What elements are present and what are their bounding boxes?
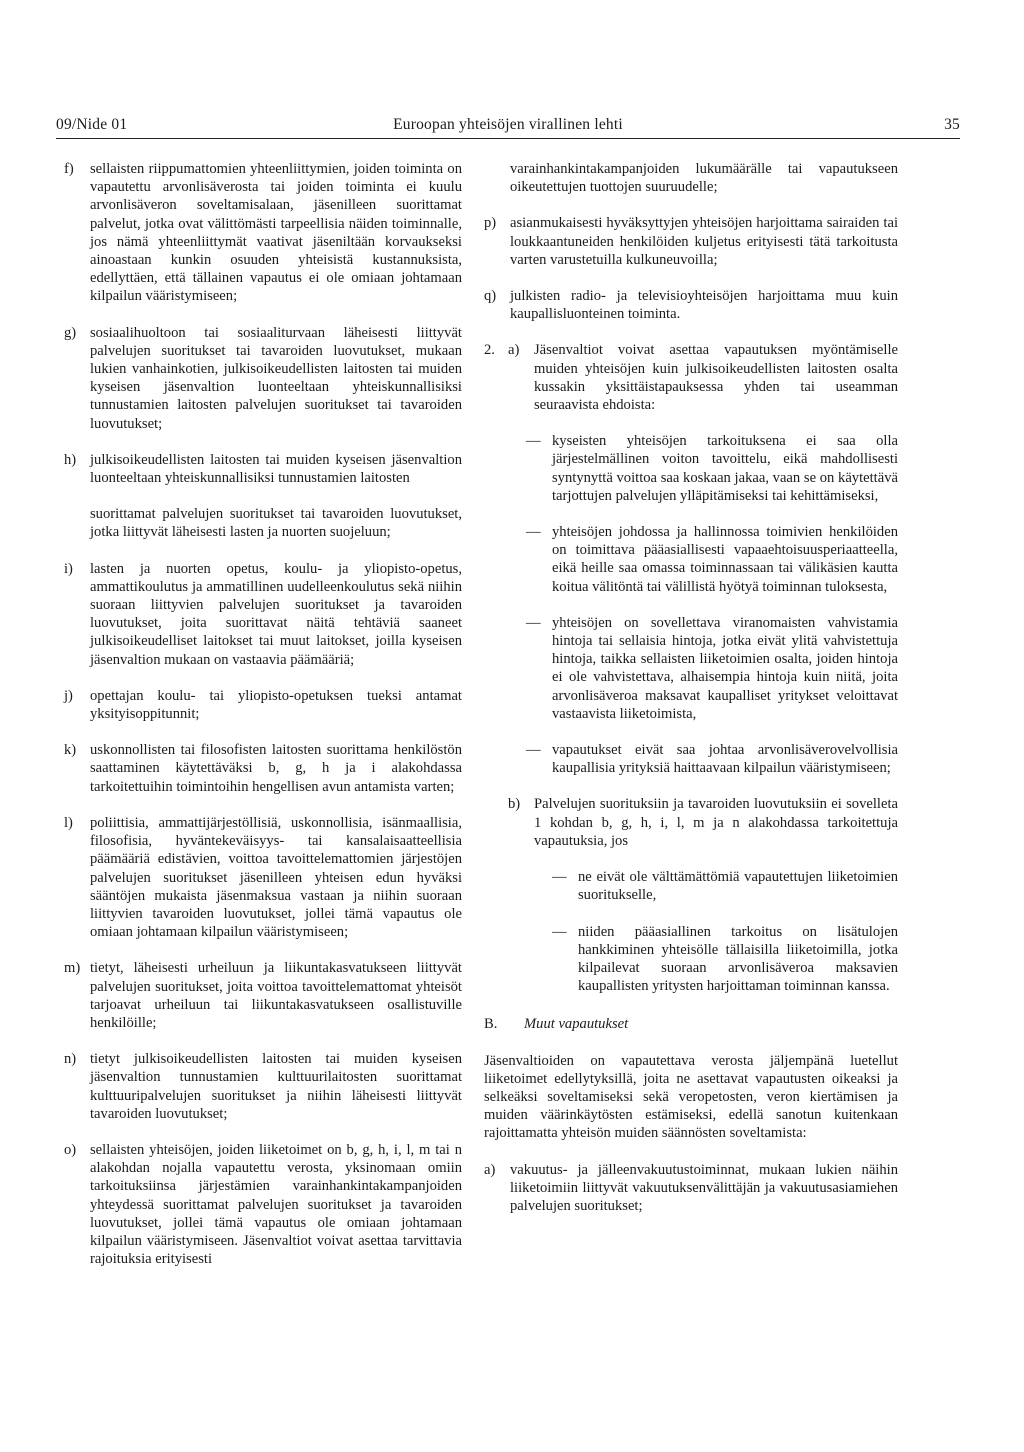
dash-text: niiden pääasiallinen tarkoitus on lisätulojen hankkiminen yhteisölle tällaisilla liiketoimilla, jotka kilpailevat suoraan arvonlisäveroa maksavien kaupallisten yritysten harjoittaman toiminnan kanssa. (578, 923, 898, 995)
section-paragraph: Jäsenvaltioiden on vapautettava verosta jäljempänä luetellut liiketoimet edellytyksillä, joita ne asettavat vapautusten oikeaksi ja selkeäksi soveltamiseksi sekä veropetosten, veron kiertämisen ja muiden väärinkäytösten estämiseksi, edellä sanotun kuitenkaan rajoittamatta yhteisön muiden säännösten soveltamista: (484, 1052, 898, 1142)
item-text: sosiaalihuoltoon tai sosiaaliturvaan läheisesti liittyvät palvelujen suoritukset tai tavaroiden luovutukset, mukaan lukien vanhainkotien, julkisoikeudellisten laitosten tai muiden kyseisen jäsenvaltion luonteeltaan yhteiskunnallisiksi tunnustamien laitosten palvelujen suoritukset tai tavaroiden luovutukset; (90, 324, 462, 432)
list-item-o-continuation: varainhankintakampanjoiden lukumäärälle tai vapautukseen oikeutettujen tuottojen suuruudelle; (510, 161, 898, 196)
list-item-h-continuation: suorittamat palvelujen suoritukset tai tavaroiden luovutukset, jotka liittyvät läheisesti lasten ja nuorten suojeluun; (90, 506, 462, 541)
dash-mark: — (526, 614, 541, 631)
paragraph-2b (484, 795, 898, 850)
item-label: l) (64, 814, 73, 831)
item-label: g) (64, 324, 77, 341)
dash-mark: — (526, 433, 541, 450)
volume-label: 09/Nide 01 (56, 116, 128, 133)
dash-item (484, 432, 898, 505)
list-item-f (64, 160, 462, 306)
list-item-h (64, 451, 462, 487)
item-text: tietyt, läheisesti urheiluun ja liikuntakasvatukseen liittyvät palvelujen suoritukset, joita voittoa tavoittelemattomat yhteisöt tarjoavat urheiluun tai liikuntakasvatukseen osallistuville henkilöille; (90, 960, 462, 1031)
item-label: a) (508, 342, 520, 359)
item-label: p) (484, 215, 497, 232)
dash-item (484, 868, 898, 904)
item-label: f) (64, 161, 74, 177)
dash-item (484, 523, 898, 596)
left-column (64, 160, 462, 1268)
item-label: m) (64, 960, 81, 977)
list-item-q (484, 287, 898, 323)
dash-item (484, 741, 898, 777)
dash-text: ne eivät ole välttämättömiä vapautettujen liiketoimien suoritukselle, (578, 869, 898, 904)
item-text: opettajan koulu- tai yliopisto-opetuksen tueksi antamat yksityisoppitunnit; (90, 687, 462, 723)
list-item-l (64, 814, 462, 941)
list-item-k (64, 741, 462, 796)
section-title: Muut vapautukset (524, 1016, 629, 1033)
dash-text: vapautukset eivät saa johtaa arvonlisäverovelvollisia kaupallisia yrityksiä haittaavaan kilpailun vääristymiseen; (552, 742, 898, 777)
list-item-o (64, 1141, 462, 1268)
page-number: 35 (944, 116, 960, 133)
item-label: o) (64, 1141, 77, 1158)
dash-text: yhteisöjen on sovellettava viranomaisten vahvistamia hintoja tai sellaisia hintoja, jotka eivät ylitä vahvistettuja hintoja, taikka sellaisten liiketoimien osalta, joiden hintoja ei ole vahvistettava, alhaisempia hintoja kuin niitä, joita arvonlisäveroa maksavat kaupalliset yritykset veloittavat vastaavista liiketoimista, (552, 614, 898, 722)
item-text: vakuutus- ja jälleenvakuutustoiminnat, mukaan lukien näihin liiketoimiin liittyvät vakuutuksenvälittäjän ja vakuutusasiamiehen palvelujen suoritukset; (510, 1161, 898, 1214)
list-item-g (64, 324, 462, 433)
item-text: asianmukaisesti hyväksyttyjen yhteisöjen harjoittama sairaiden tai loukkaantuneiden henkilöiden kuljetus erityisesti tätä tarkoitusta varten varustetuilla kulkuneuvoilla; (510, 215, 898, 268)
item-label: k) (64, 742, 77, 759)
dash-item (484, 923, 898, 996)
page-header (56, 112, 960, 139)
item-label: i) (64, 560, 73, 577)
dash-item (484, 614, 898, 723)
section-heading (484, 1015, 898, 1033)
item-label: a) (484, 1161, 496, 1178)
dash-text: yhteisöjen johdossa ja hallinnossa toimivien henkilöiden on toimittava pääasiallisesti vapaaehtoisuusperiaatteella, eikä heille saa omassa toiminnassaan tai välikäsien kautta koitua välitöntä tai välillistä hyötyä toiminnan tuloksesta, (552, 524, 898, 595)
paragraph-number: 2. (484, 342, 495, 359)
list-item-j (64, 687, 462, 723)
item-label: q) (484, 288, 497, 305)
item-text: poliittisia, ammattijärjestöllisiä, uskonnollisia, isänmaallisia, filosofisia, hyväntekeväisyys- tai kansalaisaatteellisia päämääriä edistävien, voittoa tavoittelemattomien järjestöjen palvelujen suoritukset jäsenilleen yhteisen edun hyväksi sääntöjen mukaista jäsenmaksua vastaan ja niihin suoraan liittyvien tavaroiden luovutukset, jollei tämä vapautus ole omiaan johtamaan kilpailun vääristymiseen; (90, 814, 462, 941)
item-text: lasten ja nuorten opetus, koulu- ja yliopisto-opetus, ammattikoulutus ja ammatillinen uudelleenkoulutus sekä niihin suoraan liittyvien palvelujen suoritukset ja tavaroiden luovutukset, joita suorittavat näitä tehtäviä saaneet julkisoikeudelliset laitokset tai muut laitokset, joilla kyseisen jäsenvaltion mukaan on vastaavia päämääriä; (90, 560, 462, 668)
right-column (484, 160, 898, 1215)
dash-mark: — (526, 524, 541, 541)
item-text: sellaisten riippumattomien yhteenliittymien, joiden toiminta on vapautettu arvonlisäverosta tai joiden toiminta ei kuulu arvonlisäveron soveltamisalaan, jäsenilleen suorittamat palvelut, jotka ovat välittömästi tarpeellisia näiden toiminnalle, jos nämä yhteenliittymät vaativat jäseniltään korvaukseksi ainoastaan kunkin osuuden yhteisistä kustannuksista, edellyttäen, että tällainen vapautus ei ole omiaan johtamaan kilpailun vääristymiseen; (90, 161, 462, 305)
item-text: Palvelujen suorituksiin ja tavaroiden luovutuksiin ei sovelleta 1 kohdan b, g, h, i, l, m ja n alakohdassa tarkoitettuja vapautuksia, jos (534, 796, 898, 849)
paragraph-2a (484, 341, 898, 414)
journal-title: Euroopan yhteisöjen virallinen lehti (393, 116, 623, 133)
item-text: Jäsenvaltiot voivat asettaa vapautuksen myöntämiselle muiden yhteisöjen kuin julkisoikeudellisten laitosten osalta kussakin yksittäistapauksessa yhden tai useamman seuraavista ehdoista: (534, 342, 898, 414)
dash-mark: — (552, 869, 567, 886)
item-text: tietyt julkisoikeudellisten laitosten tai muiden kyseisen jäsenvaltion tunnustamien kulttuurilaitosten suorittamat kulttuuripalvelujen suoritukset ja niihin läheisesti liittyvät tavaroiden luovutukset; (90, 1051, 462, 1122)
dash-mark: — (526, 742, 541, 759)
list-item-p (484, 214, 898, 269)
dash-text: kyseisten yhteisöjen tarkoituksena ei saa olla järjestelmällinen voiton tavoittelu, eikä mahdollisesti syntynyttä voittoa saa koskaan jakaa, vaan se on käytettävä tarjottujen palvelujen ylläpitämiseksi tai kehittämiseksi, (552, 433, 898, 504)
item-text: uskonnollisten tai filosofisten laitosten suorittama henkilöstön saattaminen käytettäväksi b, g, h ja i alakohdassa tarkoitettuihin toimintoihin hengellisen avun antamista varten; (90, 742, 462, 795)
dash-mark: — (552, 923, 567, 940)
item-text: julkisoikeudellisten laitosten tai muiden kyseisen jäsenvaltion luonteeltaan yhteiskunnallisiksi tunnustamien laitosten (90, 451, 462, 487)
list-item-i (64, 560, 462, 669)
item-text: julkisten radio- ja televisioyhteisöjen harjoittama muu kuin kaupallisluonteinen toiminta. (510, 288, 898, 323)
section-label: B. (484, 1016, 498, 1033)
item-label: n) (64, 1051, 77, 1068)
item-label: j) (64, 687, 73, 704)
item-label: b) (508, 796, 521, 813)
item-text: sellaisten yhteisöjen, joiden liiketoimet on b, g, h, i, l, m tai n alakohdan nojalla vapautettu verosta, yksinomaan omiin tarkoituksiinsa järjestämien varainhankintakampanjoiden yhteydessä suorittamat palvelujen suoritukset ja tavaroiden luovutukset, jollei tämä vapautus ole omiaan johtamaan kilpailun vääristymiseen. Jäsenvaltiot voivat asettaa tarvittavia rajoituksia erityisesti (90, 1141, 462, 1268)
item-label: h) (64, 451, 77, 468)
list-item-m (64, 959, 462, 1032)
list-item-n (64, 1050, 462, 1123)
list-item-a (484, 1161, 898, 1216)
